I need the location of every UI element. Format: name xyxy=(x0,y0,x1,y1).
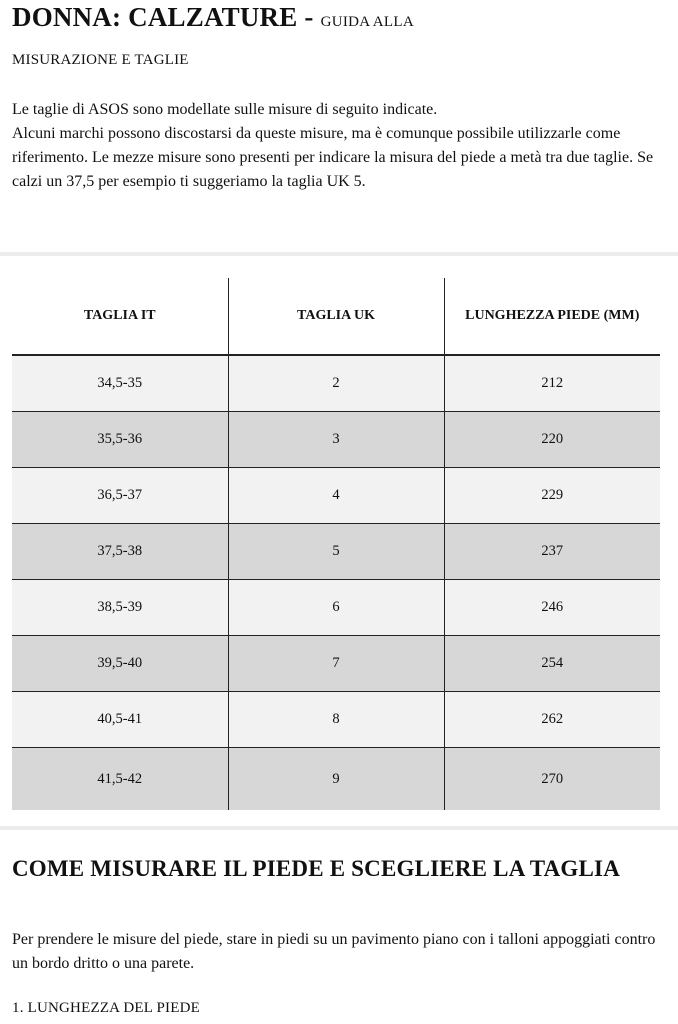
table-row xyxy=(12,636,660,692)
cell-taglia-it: 35,5-36 xyxy=(12,412,228,468)
cell-taglia-it: 41,5-42 xyxy=(12,748,228,811)
cell-lunghezza: 229 xyxy=(444,468,660,524)
cell-taglia-uk: 9 xyxy=(228,748,444,811)
cell-lunghezza: 220 xyxy=(444,412,660,468)
page-title-small: GUIDA ALLA xyxy=(320,14,414,30)
cell-lunghezza: 237 xyxy=(444,524,660,580)
cell-taglia-it: 37,5-38 xyxy=(12,524,228,580)
intro-text xyxy=(12,98,662,194)
cell-taglia-uk: 3 xyxy=(228,412,444,468)
cell-taglia-uk: 2 xyxy=(228,355,444,412)
table-row xyxy=(12,580,660,636)
intro-line-1: Le taglie di ASOS sono modellate sulle misure di seguito indicate. xyxy=(12,101,438,118)
table-row xyxy=(12,524,660,580)
cell-taglia-it: 34,5-35 xyxy=(12,355,228,412)
cell-lunghezza: 246 xyxy=(444,580,660,636)
cell-taglia-it: 39,5-40 xyxy=(12,636,228,692)
measure-step-1-title: 1. LUNGHEZZA DEL PIEDE xyxy=(12,1000,200,1016)
cell-taglia-uk: 4 xyxy=(228,468,444,524)
header-taglia-it: TAGLIA IT xyxy=(12,278,228,355)
cell-lunghezza: 270 xyxy=(444,748,660,811)
cell-lunghezza: 212 xyxy=(444,355,660,412)
header-taglia-uk: TAGLIA UK xyxy=(228,278,444,355)
measure-paragraph: Per prendere le misure del piede, stare in piedi su un pavimento piano con i talloni appoggiati contro un bordo dritto o una parete. xyxy=(12,931,656,972)
section-divider xyxy=(0,252,678,256)
table-row xyxy=(12,355,660,412)
cell-taglia-uk: 6 xyxy=(228,580,444,636)
table-row xyxy=(12,468,660,524)
intro-line-2: Alcuni marchi possono discostarsi da queste misure, ma è comunque possibile utilizzarle come riferimento. Le mezze misure sono presenti per indicare la misura del piede a metà tra due taglie. Se calzi un 37,5 per esempio ti suggeriamo la taglia UK 5. xyxy=(12,125,654,190)
table-row xyxy=(12,748,660,811)
size-table xyxy=(12,278,660,810)
page-title-main: DONNA: CALZATURE - xyxy=(12,2,321,32)
page-subtitle: MISURAZIONE E TAGLIE xyxy=(12,52,189,68)
cell-lunghezza: 254 xyxy=(444,636,660,692)
cell-taglia-it: 36,5-37 xyxy=(12,468,228,524)
cell-taglia-it: 38,5-39 xyxy=(12,580,228,636)
section-divider xyxy=(0,826,678,830)
measure-heading: COME MISURARE IL PIEDE E SCEGLIERE LA TAGLIA xyxy=(12,856,621,881)
cell-taglia-uk: 5 xyxy=(228,524,444,580)
cell-taglia-uk: 7 xyxy=(228,636,444,692)
page-title xyxy=(12,2,414,33)
cell-lunghezza: 262 xyxy=(444,692,660,748)
table-header-row xyxy=(12,278,660,355)
cell-taglia-it: 40,5-41 xyxy=(12,692,228,748)
table-row xyxy=(12,692,660,748)
header-lunghezza-piede: LUNGHEZZA PIEDE (MM) xyxy=(444,278,660,355)
cell-taglia-uk: 8 xyxy=(228,692,444,748)
table-row xyxy=(12,412,660,468)
